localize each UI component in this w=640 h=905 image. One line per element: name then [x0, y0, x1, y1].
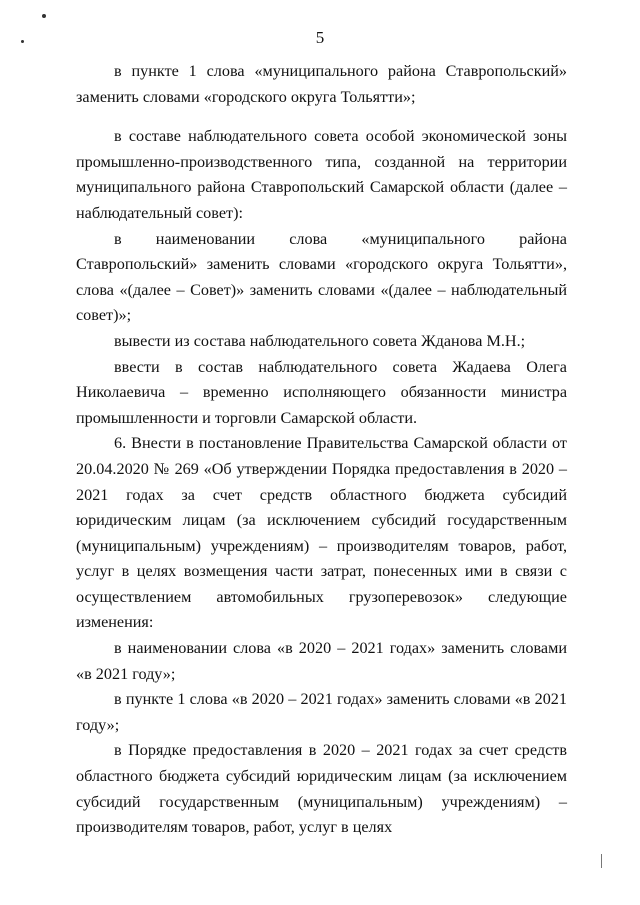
paragraph-add-member: ввести в состав наблюдательного совета Жадаева Олега Николаевича – временно исполняющего обязанности министра промышленности и торговли Самарской области.: [76, 357, 567, 427]
paragraph-supervisory-board-intro: в составе наблюдательного совета особой экономической зоны промышленно-производственного типа, созданной на территории муниципального района Ставропольский Самарской области (далее – наблюдательный совет):: [76, 127, 567, 222]
paragraph-clause-1-change: в пункте 1 слова «в 2020 – 2021 годах» заменить словами «в 2021 году»;: [76, 690, 567, 734]
page-number: 5: [315, 28, 325, 47]
scan-speck-1: [42, 14, 46, 18]
paragraph-title-change: в наименовании слова «в 2020 – 2021 годах» заменить словами «в 2021 году»;: [76, 639, 567, 683]
paragraph-item-6: 6. Внести в постановление Правительства Самарской области от 20.04.2020 № 269 «Об утверждении Порядка предоставления в 2020 – 2021 годах за счет средств областного бюджета субсидий юридическим лицам (за исключением субсидий государственным (муниципальным) учреждениям) – производителям товаров, работ, услуг в целях возмещения части затрат, понесенных ими в связи с осуществлением автомобильных грузоперевозок» следующие изменения:: [76, 434, 567, 632]
paragraph-name-replacement: в наименовании слова «муниципального района Ставропольский» заменить словами «городского округа Тольятти», слова «(далее – Совет)» заменить словами «(далее – наблюдательный совет)»;: [76, 229, 567, 325]
paragraph-procedure-change: в Порядке предоставления в 2020 – 2021 годах за счет средств областного бюджета субсидий юридическим лицам (за исключением субсидий государственным (муниципальным) учреждениям) – производителям товаров, работ, услуг в целях: [76, 741, 567, 837]
paragraph-remove-member: вывести из состава наблюдательного совета Жданова М.Н.;: [114, 331, 526, 350]
paragraph-clause-1-replacement: в пункте 1 слова «муниципального района Ставропольский» заменить словами «городского округа Тольятти»;: [76, 62, 567, 106]
scan-artifact-line: [601, 854, 602, 868]
document-body: [76, 59, 567, 841]
